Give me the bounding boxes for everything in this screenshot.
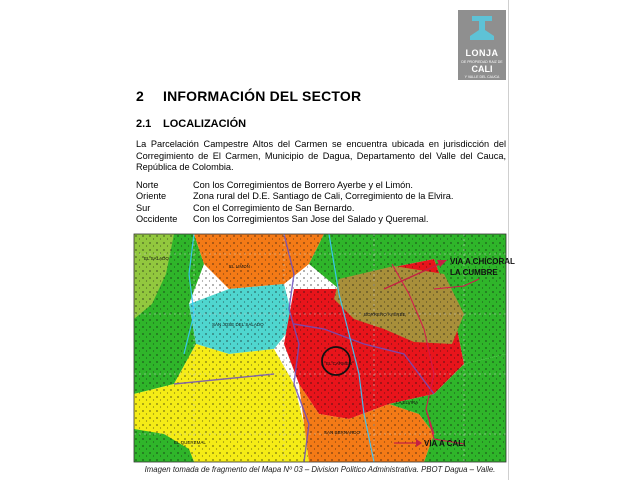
map-label-salado: EL SALADO	[144, 256, 169, 261]
map-label-via-chicoral: VIA A CHICORAL	[450, 257, 515, 266]
location-map	[134, 234, 515, 462]
boundary-direction: Sur	[136, 202, 151, 213]
boundary-text: Con el Corregimiento de San Bernardo.	[193, 202, 355, 213]
map-label-elvira: LA ELVIRA	[396, 400, 419, 405]
boundary-row	[136, 214, 506, 225]
map-label-el-carmen: EL CARMEN	[326, 361, 353, 366]
map-label-limon: EL LIMON	[229, 264, 250, 269]
location-paragraph: La Parcelación Campestre Altos del Carmen se encuentra ubicada en jurisdicción del Corregimiento de El Carmen, Municipio de Dagua, Departamento del Valle del Cauca, República de Colombia.	[136, 139, 506, 172]
lonja-emblem-icon	[458, 10, 506, 48]
map-caption: Imagen tomada de fragmento del Mapa Nº 03 – Division Politico Administrativa. PBOT Dagua – Valle.	[144, 465, 496, 474]
boundary-text: Zona rural del D.E. Santiago de Cali, Corregimiento de la Elvira.	[193, 191, 454, 202]
subsection-title: LOCALIZACIÓN	[163, 118, 247, 130]
logo-subtitle: DE PROPIEDAD RAIZ DE	[461, 60, 503, 64]
map-label-queremal: EL QUEREMAL	[174, 440, 206, 445]
boundary-text: Con los Corregimientos de Borrero Ayerbe y el Limón.	[193, 180, 413, 190]
boundary-direction: Oriente	[136, 191, 167, 202]
logo-subtitle-2: Y VALLE DEL CAUCA	[464, 75, 500, 79]
map-label-borrero: BORRERO AYERBE	[364, 312, 406, 317]
boundaries-list	[136, 180, 506, 225]
boundary-direction: Occidente	[136, 213, 178, 224]
boundary-row	[136, 203, 506, 214]
map-label-via-cali: VIA A CALI	[424, 439, 466, 448]
map-label-san-jose: SAN JOSE DEL SALADO	[212, 322, 264, 327]
logo-name: LONJA	[465, 48, 499, 58]
subsection-number: 2.1	[136, 118, 152, 130]
page-margin-line	[508, 0, 509, 480]
boundary-direction: Norte	[136, 180, 159, 190]
subsection-heading	[136, 118, 246, 130]
section-heading	[136, 88, 361, 104]
section-number: 2	[136, 88, 144, 104]
map-label-la-cumbre: LA CUMBRE	[450, 268, 498, 277]
boundary-text: Con los Corregimientos San Jose del Salado y Queremal.	[193, 213, 429, 224]
logo-city: CALI	[471, 64, 493, 74]
boundary-row	[136, 191, 506, 202]
map-label-san-bernardo: SAN BERNARDO	[324, 430, 361, 435]
boundary-row	[136, 180, 506, 191]
lonja-logo	[458, 10, 506, 80]
section-title: INFORMACIÓN DEL SECTOR	[163, 88, 362, 104]
